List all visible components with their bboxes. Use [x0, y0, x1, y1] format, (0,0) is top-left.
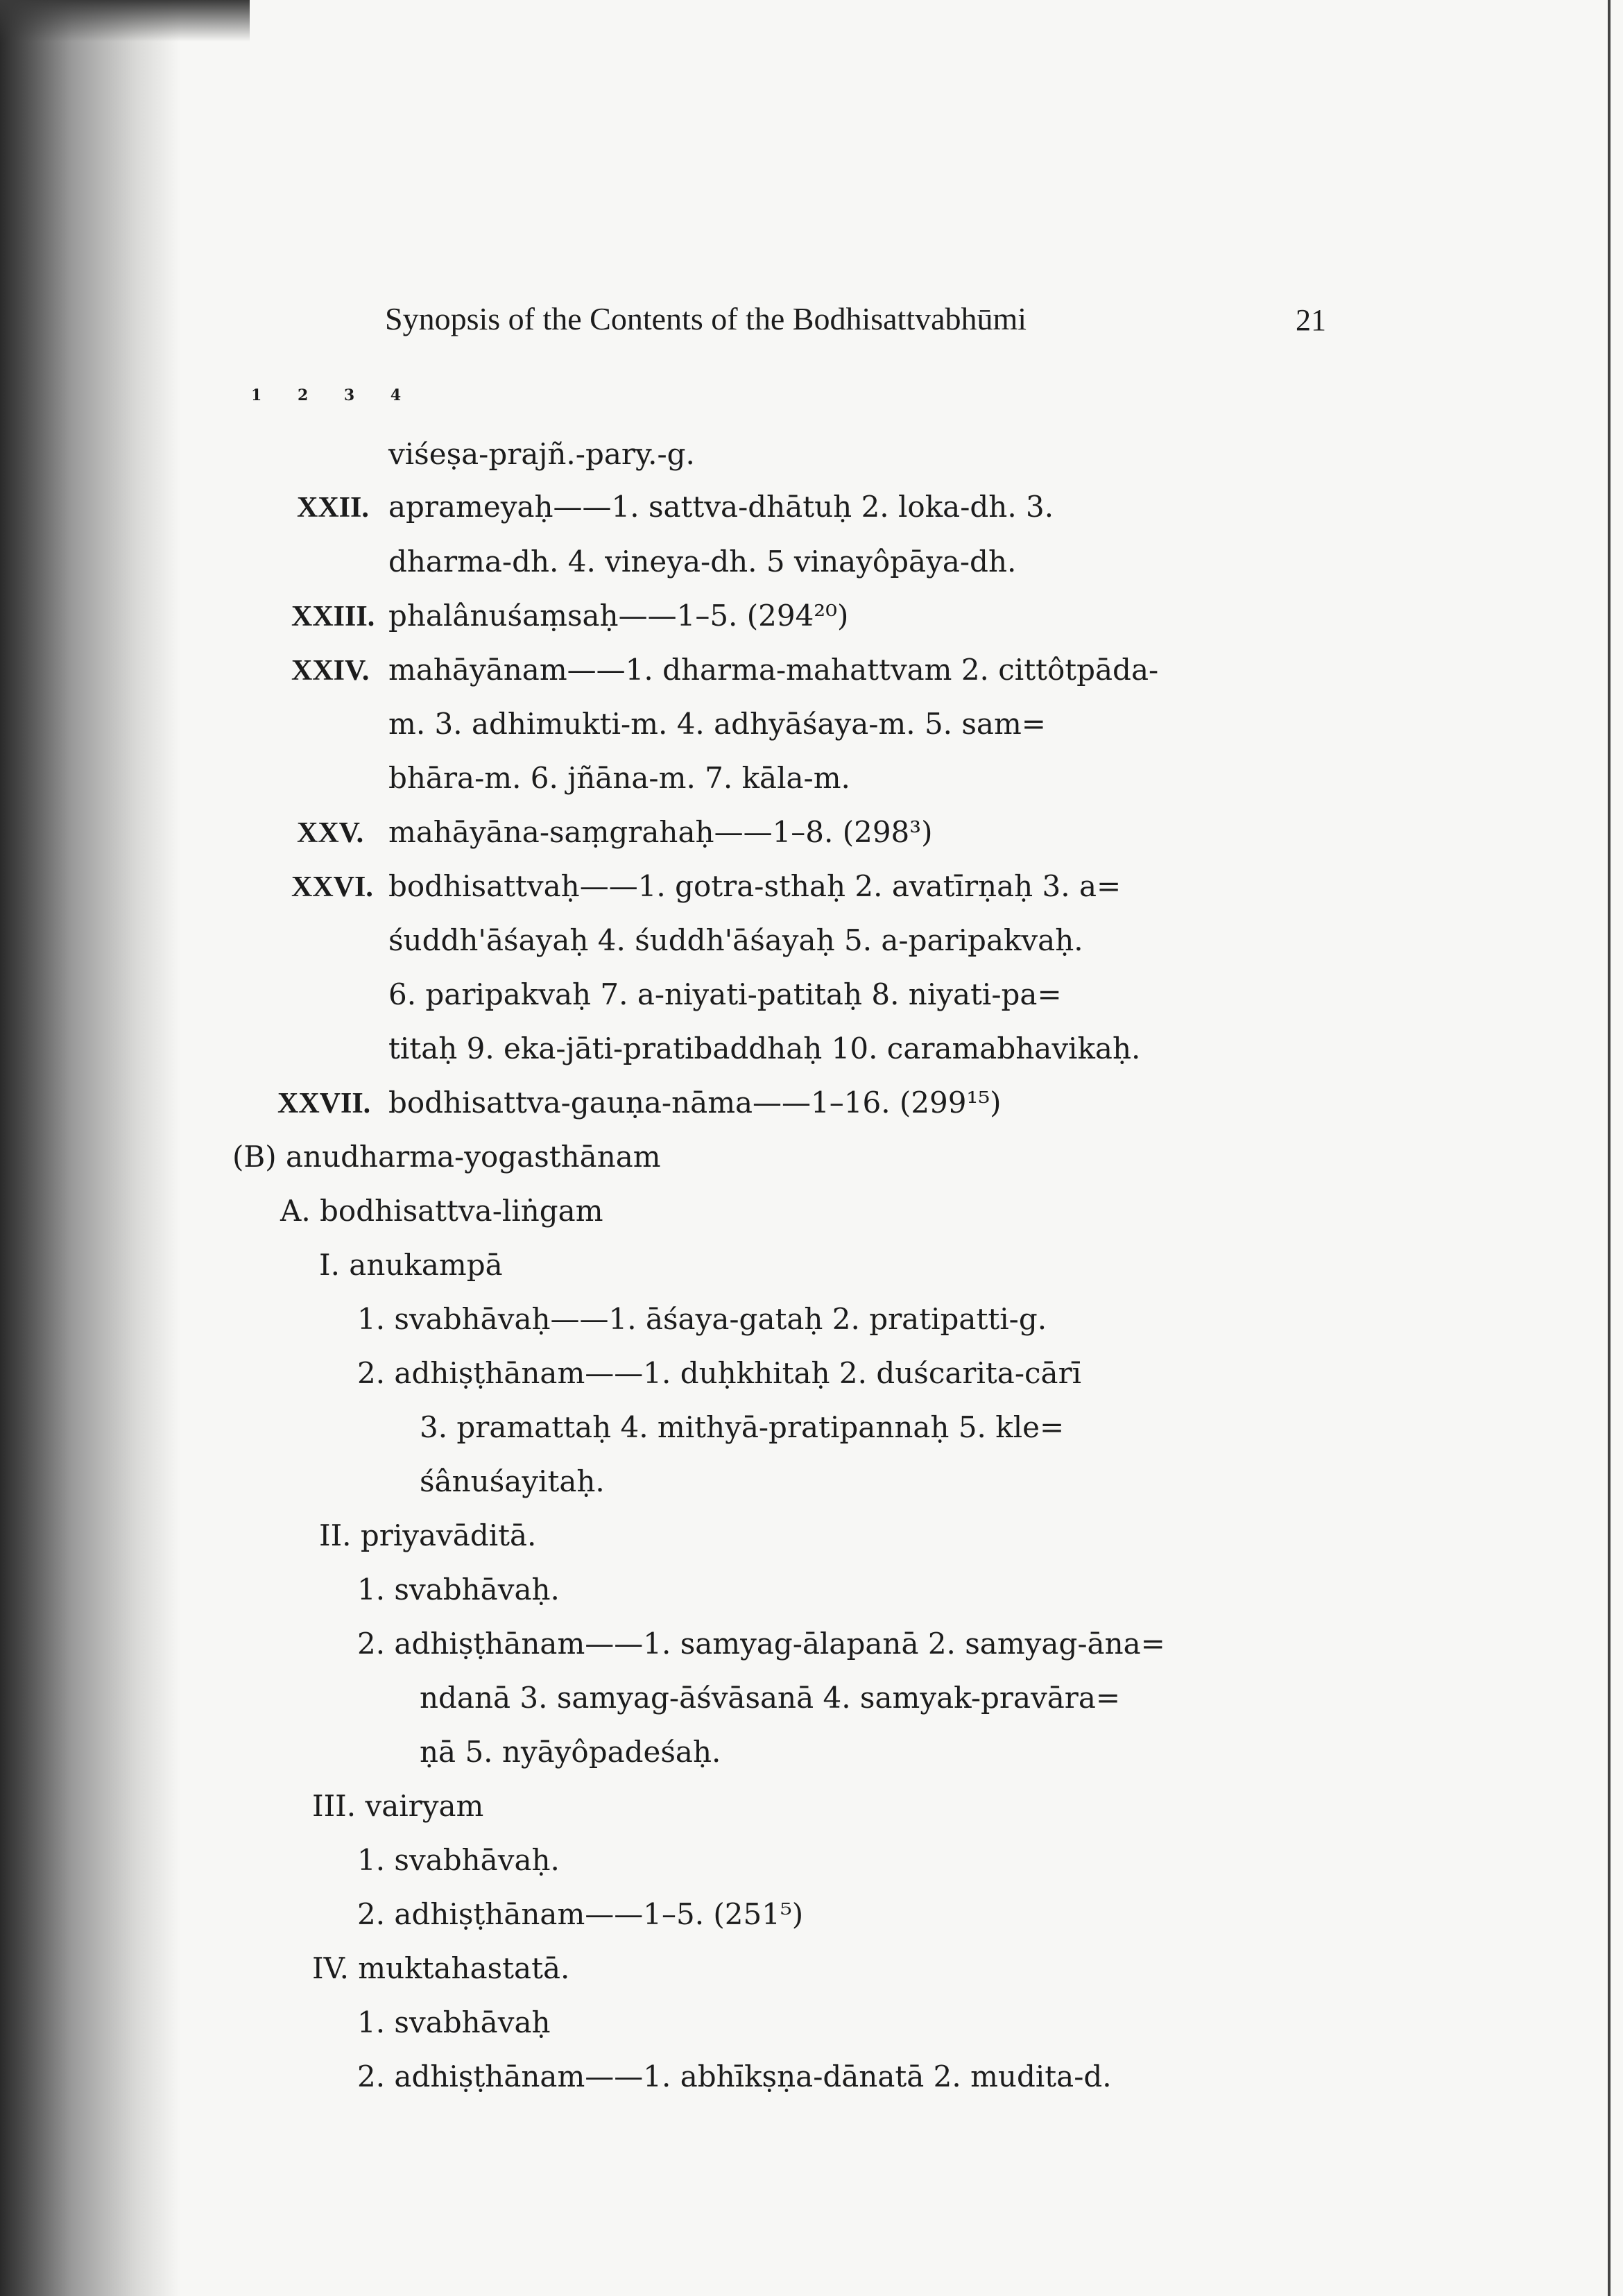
line-text: 1. svabhāvaḥ.	[357, 1843, 560, 1877]
line-text: aprameyaḥ——1. sattva-dhātuḥ 2. loka-dh. 3.	[388, 490, 1054, 524]
line-text: mahāyānam——1. dharma-mahattvam 2. cittôtpāda-	[388, 653, 1159, 687]
line-text: A. bodhisattva-liṅgam	[280, 1194, 603, 1228]
line-text: bodhisattvaḥ——1. gotra-sthaḥ 2. avatīrṇaḥ 3. a=	[388, 869, 1122, 903]
text-line	[319, 1516, 536, 1555]
section-numeral: XXIII.	[291, 601, 375, 633]
text-line	[357, 1841, 560, 1880]
line-text: bodhisattva-gauṇa-nāma——1–16. (299¹⁵)	[388, 1086, 1002, 1120]
line-text: śânuśayitaḥ.	[420, 1464, 605, 1498]
text-line	[357, 1895, 803, 1934]
line-text: 6. paripakvaḥ 7. a-niyati-patitaḥ 8. niyati-pa=	[388, 977, 1062, 1011]
line-text: bhāra-m. 6. jñāna-m. 7. kāla-m.	[388, 761, 850, 795]
line-text: m. 3. adhimukti-m. 4. adhyāśaya-m. 5. sam=	[388, 707, 1046, 741]
text-line	[277, 1083, 1002, 1122]
page-number: 21	[1296, 303, 1326, 337]
text-line	[357, 1354, 1081, 1393]
section-numeral: XXII.	[297, 492, 369, 524]
line-text: 2. adhiṣṭhānam——1. samyag-ālapanā 2. samyag-āna=	[357, 1627, 1165, 1661]
line-text: IV. muktahastatā.	[312, 1951, 570, 1985]
line-text: dharma-dh. 4. vineya-dh. 5 vinayôpāya-dh.	[388, 545, 1017, 579]
text-line	[388, 435, 695, 474]
line-text: phalânuśaṃsaḥ——1–5. (294²⁰)	[388, 599, 849, 633]
section-numeral: XXV.	[297, 817, 364, 849]
text-line	[291, 651, 1158, 689]
line-text: III. vairyam	[312, 1789, 484, 1823]
text-line	[420, 1462, 605, 1501]
section-numeral: XXIV.	[291, 655, 370, 687]
running-header-title: Synopsis of the Contents of the Bodhisattvabhūmi	[385, 301, 1027, 336]
text-line	[420, 1679, 1120, 1717]
text-line	[420, 1408, 1064, 1447]
line-text: 2. adhiṣṭhānam——1. duḥkhitaḥ 2. duścarita-cārī	[357, 1356, 1082, 1390]
text-line	[357, 1625, 1165, 1663]
line-text: viśeṣa-prajñ.-pary.-g.	[388, 437, 695, 471]
line-text: ṇā 5. nyāyôpadeśaḥ.	[420, 1735, 721, 1769]
section-numeral: XXVII.	[277, 1088, 371, 1120]
text-line	[280, 1192, 603, 1231]
line-text: 3. pramattaḥ 4. mithyā-pratipannaḥ 5. kle=	[420, 1410, 1065, 1444]
text-line	[357, 2003, 551, 2042]
line-text: 1. svabhāvaḥ	[357, 2005, 551, 2039]
text-line	[291, 867, 1121, 906]
text-line	[388, 1029, 1140, 1068]
text-line	[312, 1949, 569, 1988]
line-text: (B) anudharma-yogasthānam	[232, 1140, 661, 1174]
text-line	[357, 2057, 1112, 2096]
text-line	[291, 597, 848, 635]
text-line	[297, 813, 933, 852]
line-text: II. priyavāditā.	[319, 1518, 537, 1552]
text-line	[319, 1246, 503, 1285]
text-line	[388, 542, 1016, 581]
text-line	[420, 1733, 721, 1772]
line-text: 2. adhiṣṭhānam——1–5. (251⁵)	[357, 1897, 804, 1931]
line-text: mahāyāna-saṃgrahaḥ——1–8. (298³)	[388, 815, 933, 849]
column-numbers: 1 2 3 4	[251, 386, 417, 404]
line-text: ndanā 3. samyag-āśvāsanā 4. samyak-pravāra=	[420, 1681, 1121, 1715]
line-text: titaḥ 9. eka-jāti-pratibaddhaḥ 10. caramabhavikaḥ.	[388, 1031, 1141, 1065]
text-line	[388, 759, 850, 798]
section-numeral: XXVI.	[291, 871, 373, 903]
text-line	[388, 921, 1083, 960]
text-line	[297, 488, 1054, 526]
text-line	[312, 1787, 483, 1826]
binding-shadow	[0, 0, 180, 2296]
line-text: 1. svabhāvaḥ——1. āśaya-gataḥ 2. pratipatti-g.	[357, 1302, 1047, 1336]
right-margin-rule	[1608, 0, 1611, 2296]
text-line	[357, 1300, 1047, 1339]
line-text: śuddh'āśayaḥ 4. śuddh'āśayaḥ 5. a-paripakvaḥ.	[388, 923, 1083, 957]
text-line	[388, 705, 1046, 744]
text-line	[357, 1570, 560, 1609]
line-text: I. anukampā	[319, 1248, 503, 1282]
text-line	[388, 975, 1062, 1014]
line-text: 1. svabhāvaḥ.	[357, 1573, 560, 1607]
text-line	[232, 1138, 661, 1176]
line-text: 2. adhiṣṭhānam——1. abhīkṣṇa-dānatā 2. mudita-d.	[357, 2059, 1112, 2093]
top-edge-shadow	[0, 0, 250, 42]
